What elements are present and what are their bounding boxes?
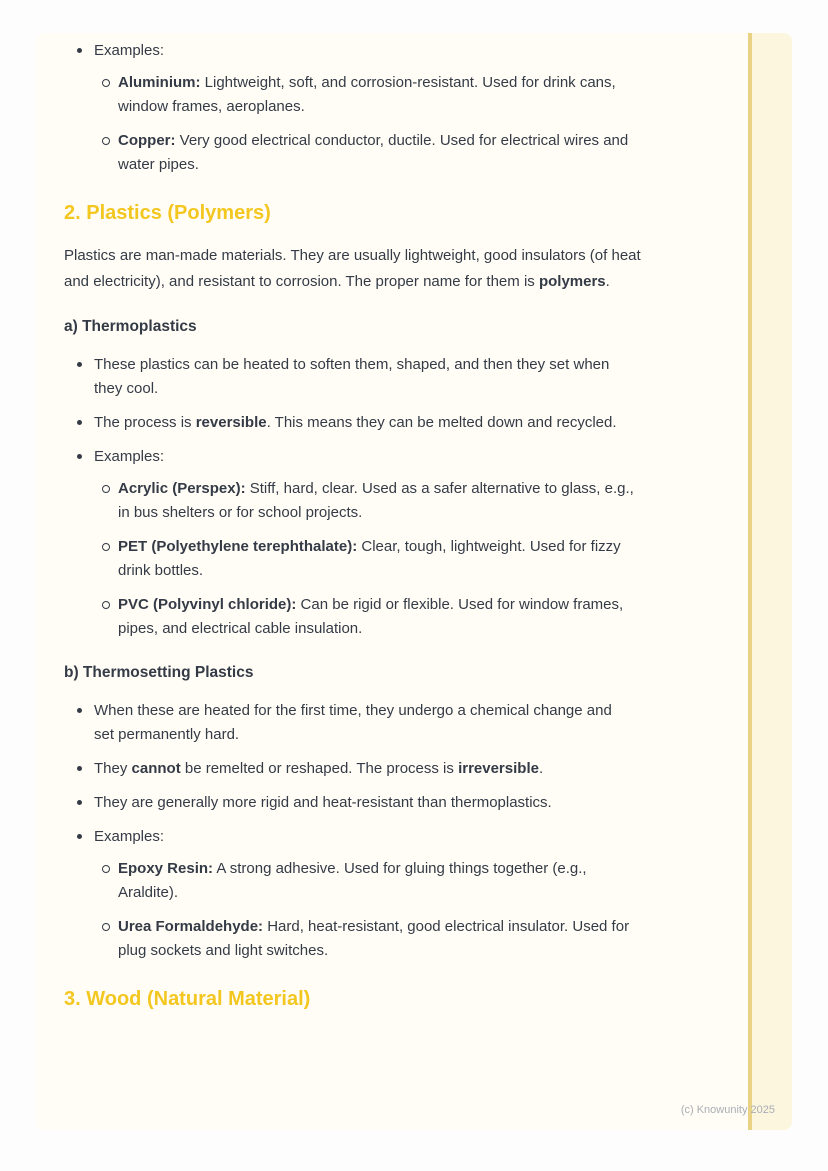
list-item-pvc [118,593,638,641]
bullet-circle-icon [102,865,110,873]
item-lead: Aluminium: [118,74,201,91]
bullet-dot-icon [77,362,82,367]
examples-label: Examples: [94,42,165,59]
thermosetting-examples-sublist [94,857,712,963]
plastics-intro-paragraph [64,243,642,295]
list-item-aluminium [118,71,638,119]
page-margin-strip [752,33,792,1130]
list-item-thermoplastics-reversible [94,411,624,435]
bullet-circle-icon [102,79,110,87]
subheading-thermosetting: b) Thermosetting Plastics [64,664,254,681]
item-lead: Acrylic (Perspex): [118,480,246,497]
item-text: When these are heated for the first time, they undergo a chemical change and set permanently hard. [94,702,612,743]
list-item-epoxy [118,857,638,905]
copyright-watermark: (c) Knowunity 2025 [680,1104,775,1116]
item-text: They are generally more rigid and heat-resistant than thermoplastics. [94,794,552,811]
item-text: Stiff, hard, clear. Used as a safer alternative to glass, e.g., in bus shelters or for school projects. [118,480,634,521]
thermoplastics-list [64,353,712,641]
margin-rule-line [748,33,752,1130]
bullet-dot-icon [77,766,82,771]
bullet-dot-icon [77,708,82,713]
item-lead: Urea Formaldehyde: [118,918,264,935]
bullet-circle-icon [102,485,110,493]
bullet-circle-icon [102,543,110,551]
list-item-examples-label [94,825,712,963]
item-text: Hard, heat-resistant, good electrical insulator. Used for plug sockets and light switches. [118,918,630,959]
notes-content [64,33,712,1029]
bullet-dot-icon [77,834,82,839]
bullet-circle-icon [102,923,110,931]
item-text: . This means they can be melted down and recycled. [266,414,617,431]
metal-examples-sublist [94,71,712,177]
item-lead: Copper: [118,132,176,149]
examples-label: Examples: [94,828,165,845]
list-item-thermosetting-chemical-change [94,699,624,747]
list-item-pet [118,535,638,583]
item-text: Can be rigid or flexible. Used for window frames, pipes, and electrical cable insulation. [118,596,624,637]
section-heading-plastics: 2. Plastics (Polymers) [64,202,271,224]
list-item-thermosetting-irreversible [94,757,624,781]
list-item-examples-label [94,445,712,641]
bullet-dot-icon [77,800,82,805]
paragraph-bold: polymers [538,273,606,290]
item-bold: cannot [131,760,181,777]
item-text: . [538,760,544,777]
examples-label: Examples: [94,448,165,465]
list-item-urea-formaldehyde [118,915,638,963]
item-lead: Epoxy Resin: [118,860,214,877]
item-text: Lightweight, soft, and corrosion-resistant. Used for drink cans, window frames, aeroplanes. [118,74,616,115]
item-text: They [94,760,132,777]
list-item-examples-label [94,39,712,177]
document-page [36,33,792,1130]
item-text: The process is [94,414,196,431]
item-lead: PVC (Polyvinyl chloride): [118,596,297,613]
metals-examples-list [64,39,712,177]
bullet-dot-icon [77,454,82,459]
item-bold: reversible [195,414,267,431]
list-item-thermosetting-rigid [94,791,624,815]
bullet-circle-icon [102,601,110,609]
item-text: Very good electrical conductor, ductile. Used for electrical wires and water pipes. [118,132,629,173]
bullet-dot-icon [77,48,82,53]
list-item-thermoplastics-soften [94,353,624,401]
list-item-acrylic [118,477,638,525]
thermosetting-list [64,699,712,963]
subheading-thermoplastics: a) Thermoplastics [64,318,197,335]
section-heading-wood: 3. Wood (Natural Material) [64,988,311,1010]
item-bold: irreversible [458,760,539,777]
item-text: Clear, tough, lightweight. Used for fizzy drink bottles. [118,538,621,579]
paragraph-text: . [605,273,610,290]
paragraph-text: Plastics are man-made materials. They are usually lightweight, good insulators (of heat and electricity), and resistant to corrosion. The proper name for them is [64,247,641,290]
item-text: These plastics can be heated to soften them, shaped, and then they set when they cool. [94,356,610,397]
item-lead: PET (Polyethylene terephthalate): [118,538,358,555]
thermoplastic-examples-sublist [94,477,712,641]
item-text: A strong adhesive. Used for gluing things together (e.g., Araldite). [118,860,587,901]
list-item-copper [118,129,638,177]
bullet-circle-icon [102,137,110,145]
bullet-dot-icon [77,420,82,425]
item-text: be remelted or reshaped. The process is [180,760,459,777]
